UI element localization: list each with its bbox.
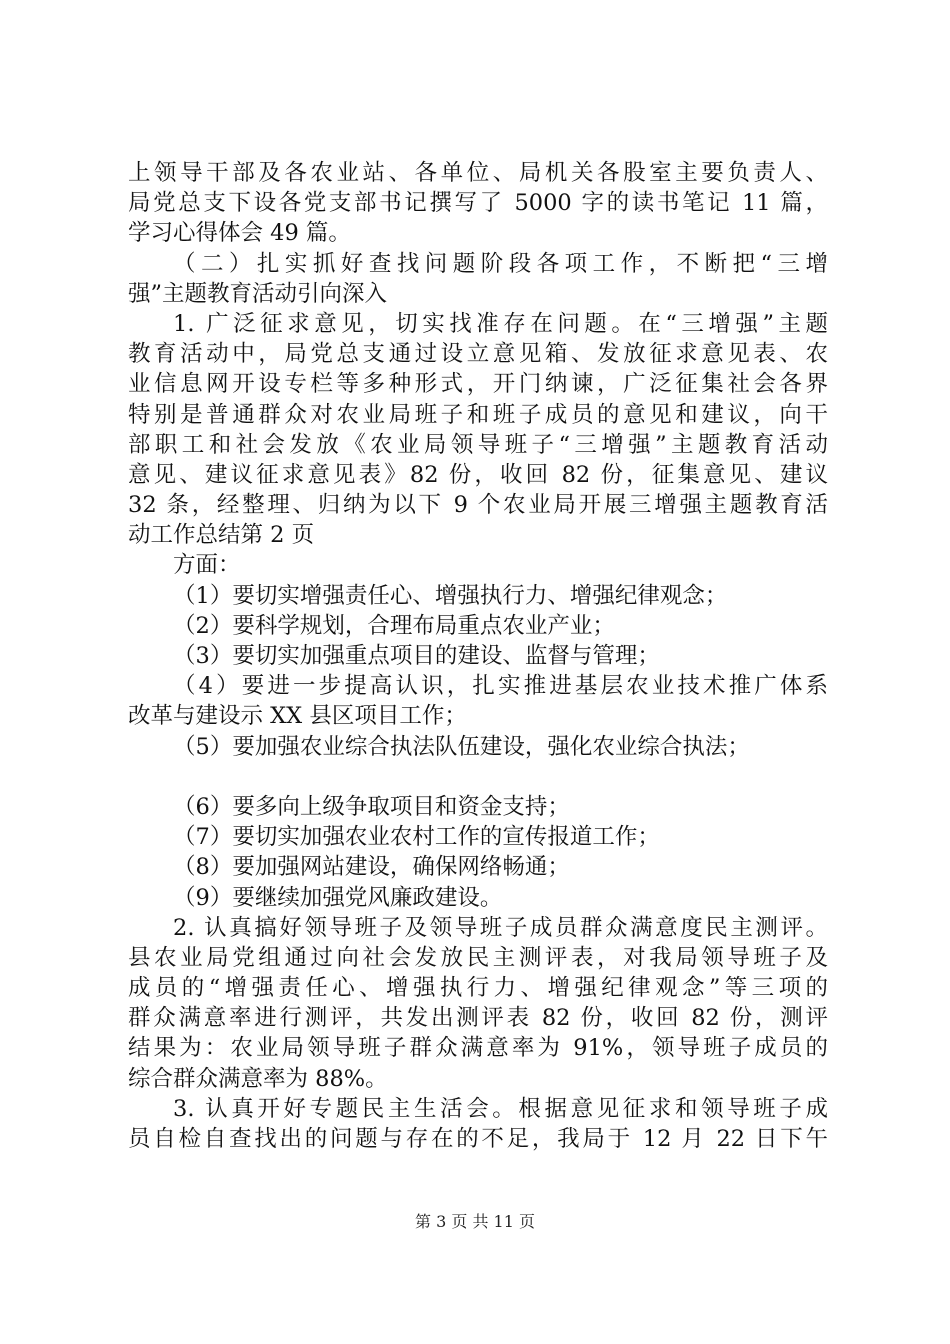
text-line [128,762,828,792]
text-line: （二）扎实抓好查找问题阶段各项工作，不断把“三增 [173,250,828,277]
text-line: 学习心得体会 49 篇。 [128,220,351,247]
text-line: （3）要切实加强重点项目的建设、监督与管理； [173,643,660,669]
page-footer: 第 3 页 共 11 页 [415,1212,535,1231]
text-line: 结果为：农业局领导班子群众满意率为 91%，领导班子成员的 [128,1035,828,1062]
text-line: （7）要切实加强农业农村工作的宣传报道工作； [173,824,660,851]
text-line: 上领导干部及各农业站、各单位、局机关各股室主要负责人、 [128,160,828,186]
text-line: 改革与建设示 XX 县区项目工作； [128,703,467,730]
text-line: 员自检自查找出的问题与存在的不足，我局于 12 月 22 日下午 [128,1126,828,1152]
text-line: 局党总支下设各党支部书记撰写了 5000 字的读书笔记 11 篇， [128,190,828,217]
text-line: 县农业局党组通过向社会发放民主测评表，对我局领导班子及 [128,944,828,971]
text-line: 动工作总结第 2 页 [128,522,315,549]
text-line: （5）要加强农业综合执法队伍建设，强化农业综合执法； [173,733,750,760]
text-line: 32 条，经整理、归纳为以下 9 个农业局开展三增强主题教育活 [128,492,828,519]
text-line: 综合群众满意率为 88%。 [128,1065,388,1092]
text-line: （9）要继续加强党风廉政建设。 [173,884,503,911]
text-line: 1. 广泛征求意见，切实找准存在问题。在“三增强”主题 [173,310,828,337]
text-line: （1）要切实增强责任心、增强执行力、增强纪律观念； [173,582,728,609]
text-line: 意见、建议征求意见表》82 份，收回 82 份，征集意见、建议 [128,461,828,488]
text-line: （4）要进一步提高认识，扎实推进基层农业技术推广体系 [173,673,828,700]
document-body [128,158,828,1154]
text-line: 3. 认真开好专题民主生活会。根据意见征求和领导班子成 [173,1095,828,1122]
text-line: 群众满意率进行测评，共发出测评表 82 份，收回 82 份，测评 [128,1005,828,1032]
text-line: （8）要加强网站建设，确保网络畅通； [173,854,570,881]
text-line: 业信息网开设专栏等多种形式，开门纳谏，广泛征集社会各界 [128,371,828,398]
text-line: 教育活动中，局党总支通过设立意见箱、发放征求意见表、农 [128,341,828,368]
text-line: 部职工和社会发放《农业局领导班子“三增强”主题教育活动 [128,431,828,458]
text-line: 成员的“增强责任心、增强执行力、增强纪律观念”等三项的 [128,975,828,1002]
text-line: 特别是普通群众对农业局班子和班子成员的意见和建议，向干 [128,401,828,428]
text-line: 2. 认真搞好领导班子及领导班子成员群众满意度民主测评。 [173,914,828,941]
text-line: （6）要多向上级争取项目和资金支持； [173,793,570,820]
text-line: （2）要科学规划，合理布局重点农业产业； [173,612,615,639]
text-line: 方面： [173,552,241,579]
text-line: 强”主题教育活动引向深入 [128,280,388,307]
